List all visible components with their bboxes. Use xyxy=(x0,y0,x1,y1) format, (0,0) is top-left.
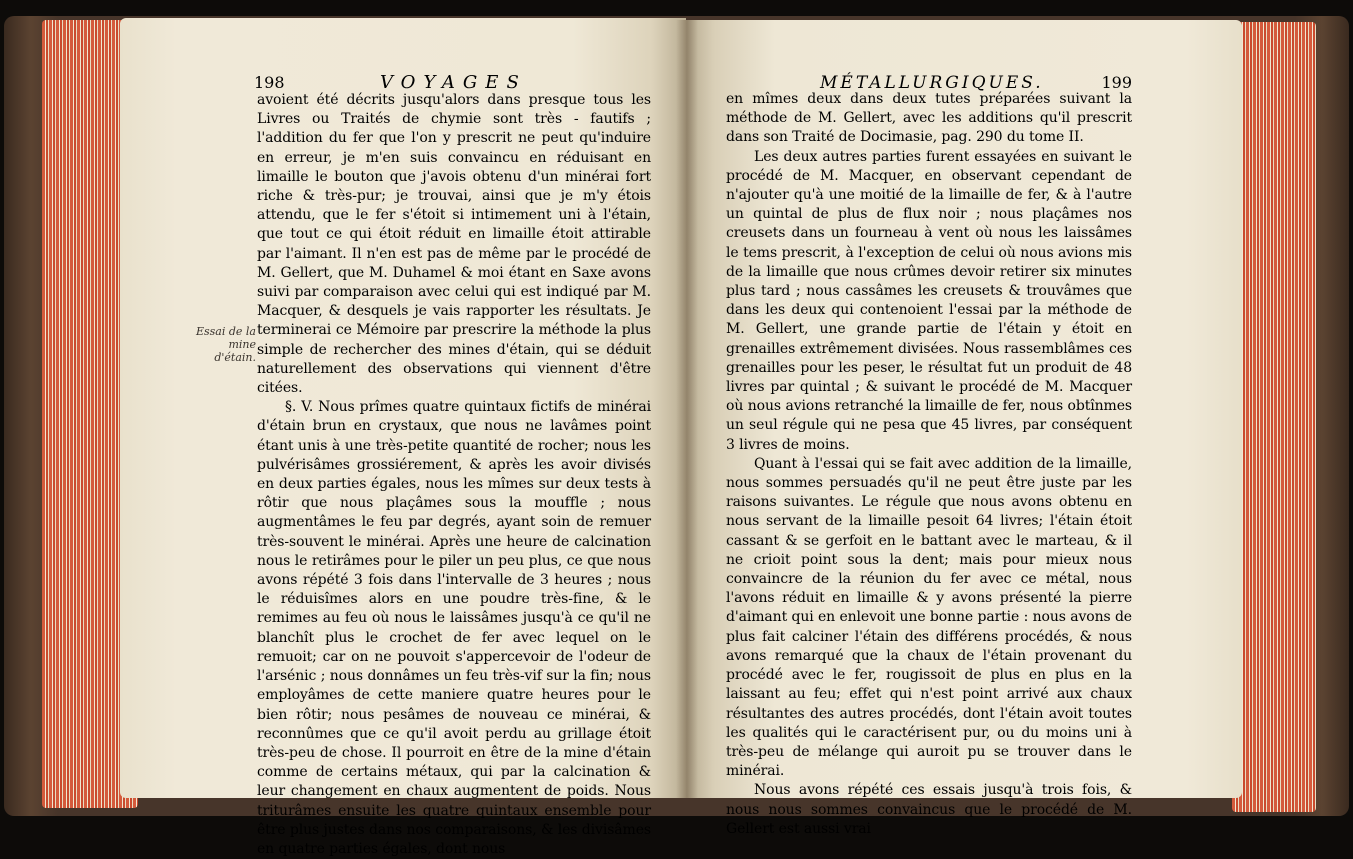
right-page-body xyxy=(726,90,1132,839)
paragraph: avoient été décrits jusqu'alors dans presque tous les Livres ou Traités de chymie sont très - fautifs ; l'addition du fer que l'on y prescrit ne peut qu'induire en erreur, je m'en suis convaincu en réduisant en limaille le bouton que j'avois obtenu d'un minérai fort riche & très-pur; je trouvai, ainsi que je m'y étois attendu, que le fer s'étoit si intimement uni à l'étain, que tout ce qui étoit réduit en limaille étoit attirable par l'aimant. Il n'en est pas de même par le procédé de M. Gellert, que M. Duhamel & moi étant en Saxe avons suivi par comparaison avec celui qui est indiqué par M. Macquer, & desquels je vais rapporter les résultats. Je terminerai ce Mémoire par prescrire la méthode la plus simple de rechercher des mines d'étain, qui se déduit naturellement des observations qui viennent d'être citées. xyxy=(257,92,651,397)
left-running-title: VOYAGES xyxy=(380,72,527,93)
paragraph: §. V. Nous prîmes quatre quintaux fictifs de minérai d'étain brun en crystaux, que nous ne lavâmes point étant unis à une très-petite quantité de rocher; nous les pulvérisâmes grossiérement, & après les avoir divisés en deux parties égales, nous les mîmes sur deux tests à rôtir que nous plaçâmes sous la mouffle ; nous augmentâmes le feu par degrés, ayant soin de remuer très-souvent le minérai. Après une heure de calcination nous le retirâmes pour le piler un peu plus, ce que nous avons répété 3 fois dans l'intervalle de 3 heures ; nous le réduisîmes alors en une poudre très-fine, & le remimes au feu où nous le laissâmes jusqu'à ce qu'il ne blanchît plus le crochet de fer avec lequel on le remuoit; car on ne pouvoit s'appercevoir de l'odeur de l'arsénic ; nous donnâmes un feu très-vif sur la fin; nous employâmes de cette maniere quatre heures pour le bien rôtir; nous pesâmes de nouveau ce minérai, & reconnûmes que ce qu'il avoit perdu au grillage étoit très-peu de chose. Il pourroit en être de la mine d'étain comme de certains métaux, qui par la calcination & leur changement en chaux augmentent de poids. Nous triturâmes ensuite les quatre quintaux ensemble pour être plus justes dans nos comparaisons, & les divisâmes en quatre parties égales, dont nous xyxy=(257,399,651,857)
right-running-title: MÉTALLURGIQUES. xyxy=(820,73,1044,93)
left-page-body xyxy=(257,91,651,859)
book-gutter xyxy=(676,20,698,798)
page-edges-right xyxy=(1232,22,1316,812)
paragraph: Les deux autres parties furent essayées en suivant le procédé de M. Macquer, en observant cependant de n'ajouter qu'à une moitié de la limaille de fer, & à l'autre un quintal de plus de flux noir ; nous plaçâmes nos creusets dans un fourneau à vent où nous les laissâmes le tems prescrit, à l'exception de celui où nous avions mis de la limaille que nous crûmes devoir retirer six minutes plus tard ; nous cassâmes les creusets & trouvâmes que dans les deux qui contenoient l'essai par la méthode de M. Gellert, une grande partie de l'étain y étoit en grenailles extrêmement divisées. Nous rassemblâmes ces grenailles pour les peser, le résultat fut un produit de 48 livres par quintal ; & suivant le procédé de M. Macquer où nous avions retranché la limaille de fer, nous obtînmes un seul régule qui ne pesa que 45 livres, par conséquent 3 livres de moins. xyxy=(726,148,1132,453)
left-page-number: 198 xyxy=(254,73,285,92)
paragraph: Nous avons répété ces essais jusqu'à trois fois, & nous nous sommes convaincus que le procédé de M. Gellert est aussi vrai xyxy=(726,782,1132,837)
margin-note: Essai de la mine d'étain. xyxy=(195,325,256,364)
paragraph: en mîmes deux dans deux tutes préparées suivant la méthode de M. Gellert, avec les additions qu'il prescrit dans son Traité de Docimasie, pag. 290 du tome II. xyxy=(726,91,1132,146)
right-page-number: 199 xyxy=(1101,73,1132,92)
paragraph: Quant à l'essai qui se fait avec addition de la limaille, nous sommes persuadés qu'il ne peut être juste par les raisons suivantes. Le régule que nous avons obtenu en nous servant de la limaille pesoit 64 livres; l'étain étoit cassant & se gerfoit en le battant avec le marteau, & il ne crioit point sous la dent; mais pour mieux nous convaincre de la réunion du fer avec ce métal, nous l'avons réduit en limaille & y avons présenté la pierre d'aimant qui en enlevoit une bonne partie : nous avons de plus fait calciner l'étain des différens procédés, & nous avons remarqué que la chaux de l'étain provenant du procédé avec le fer, rougissoit de plus en plus en la laissant au feu; effet qui n'est point arrivé aux chaux résultantes des autres procédés, dont l'étain avoit toutes les qualités qui le caractérisent pur, ou du moins uni à très-peu de mélange qui auroit pu se trouver dans le minérai. xyxy=(726,455,1132,780)
